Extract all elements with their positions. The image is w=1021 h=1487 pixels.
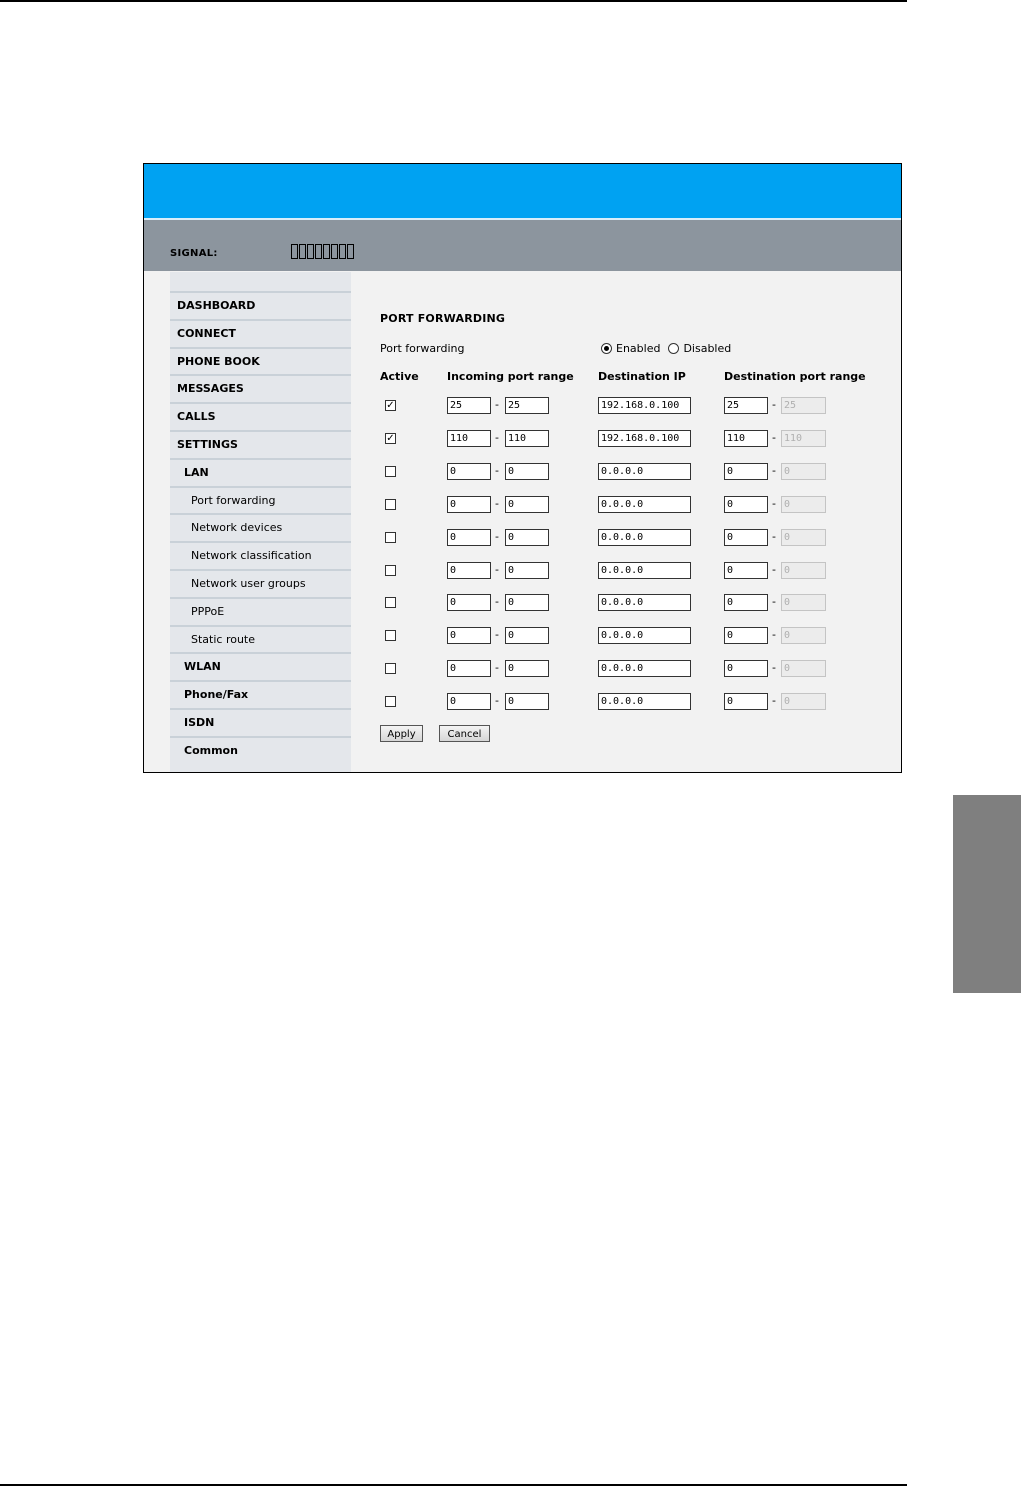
sidebar-item-isdn[interactable]: ISDN [170, 708, 351, 735]
destination-port-from-input[interactable]: 0 [724, 693, 768, 710]
destination-port-to-input: 25 [781, 397, 826, 414]
signal-label: SIGNAL: [170, 248, 218, 259]
active-checkbox[interactable] [385, 696, 396, 707]
range-separator: - [495, 694, 499, 708]
enabled-label: Enabled [616, 342, 661, 355]
active-checkbox[interactable] [385, 597, 396, 608]
signal-bar [323, 244, 330, 259]
range-separator: - [495, 628, 499, 642]
incoming-port-from-input[interactable]: 0 [447, 660, 491, 677]
enabled-radio[interactable] [601, 343, 612, 354]
sidebar-item-wlan[interactable]: WLAN [170, 652, 351, 679]
sidebar-item-settings[interactable]: SETTINGS [170, 430, 351, 457]
apply-button[interactable]: Apply [380, 725, 423, 742]
destination-port-from-input[interactable]: 0 [724, 660, 768, 677]
destination-ip-input[interactable]: 0.0.0.0 [598, 660, 691, 677]
range-separator: - [495, 595, 499, 609]
destination-port-from-input[interactable]: 0 [724, 627, 768, 644]
destination-ip-input[interactable]: 192.168.0.100 [598, 430, 691, 447]
range-separator: - [495, 529, 499, 543]
sidebar-item-common[interactable]: Common [170, 736, 351, 763]
active-checkbox[interactable] [385, 466, 396, 477]
incoming-port-to-input[interactable]: 0 [505, 496, 549, 513]
destination-ip-input[interactable]: 192.168.0.100 [598, 397, 691, 414]
destination-port-from-input[interactable]: 0 [724, 496, 768, 513]
sidebar-item-phone-book[interactable]: PHONE BOOK [170, 347, 351, 374]
signal-bar [307, 244, 314, 259]
destination-port-to-input: 0 [781, 594, 826, 611]
incoming-port-to-input[interactable]: 110 [505, 430, 549, 447]
signal-bar [347, 244, 354, 259]
destination-ip-input[interactable]: 0.0.0.0 [598, 594, 691, 611]
sidebar-nav [170, 272, 351, 772]
signal-bar [299, 244, 306, 259]
incoming-port-from-input[interactable]: 0 [447, 693, 491, 710]
incoming-port-from-input[interactable]: 0 [447, 529, 491, 546]
range-separator: - [772, 430, 776, 444]
range-separator: - [772, 529, 776, 543]
incoming-port-to-input[interactable]: 0 [505, 562, 549, 579]
incoming-port-to-input[interactable]: 0 [505, 627, 549, 644]
range-separator: - [772, 694, 776, 708]
active-checkbox[interactable]: ✓ [386, 400, 395, 411]
web-interface-screenshot [143, 163, 902, 773]
incoming-port-from-input[interactable]: 0 [447, 463, 491, 480]
active-checkbox[interactable] [385, 663, 396, 674]
destination-ip-input[interactable]: 0.0.0.0 [598, 463, 691, 480]
header-banner [144, 164, 901, 218]
range-separator: - [772, 562, 776, 576]
sidebar-item-phone-fax[interactable]: Phone/Fax [170, 680, 351, 707]
header-destination-ip: Destination IP [598, 370, 686, 383]
incoming-port-to-input[interactable]: 0 [505, 660, 549, 677]
signal-strength-meter [291, 244, 354, 259]
destination-port-to-input: 0 [781, 627, 826, 644]
chapter-side-tab [953, 795, 1021, 993]
destination-ip-input[interactable]: 0.0.0.0 [598, 627, 691, 644]
main-content [351, 272, 901, 772]
signal-bar [339, 244, 346, 259]
destination-port-from-input[interactable]: 110 [724, 430, 768, 447]
sidebar-item-connect[interactable]: CONNECT [170, 319, 351, 346]
page-top-rule [0, 0, 907, 2]
incoming-port-to-input[interactable]: 0 [505, 594, 549, 611]
destination-ip-input[interactable]: 0.0.0.0 [598, 693, 691, 710]
range-separator: - [495, 463, 499, 477]
destination-ip-input[interactable]: 0.0.0.0 [598, 496, 691, 513]
sidebar-item-network-user-groups[interactable]: Network user groups [170, 569, 351, 596]
range-separator: - [495, 562, 499, 576]
range-separator: - [772, 628, 776, 642]
header-destination-port-range: Destination port range [724, 370, 866, 383]
sidebar-item-calls[interactable]: CALLS [170, 402, 351, 429]
port-forwarding-toggle [601, 342, 731, 355]
sidebar-item-lan[interactable]: LAN [170, 458, 351, 485]
sidebar-item-network-devices[interactable]: Network devices [170, 513, 351, 540]
range-separator: - [772, 661, 776, 675]
header-active: Active [380, 370, 419, 383]
sidebar-item-port-forwarding[interactable]: Port forwarding [170, 486, 351, 513]
destination-port-to-input: 110 [781, 430, 826, 447]
active-checkbox[interactable] [385, 630, 396, 641]
disabled-radio[interactable] [668, 343, 679, 354]
destination-port-from-input[interactable]: 0 [724, 562, 768, 579]
incoming-port-from-input[interactable]: 110 [447, 430, 491, 447]
range-separator: - [495, 661, 499, 675]
destination-port-from-input[interactable]: 25 [724, 397, 768, 414]
destination-port-to-input: 0 [781, 660, 826, 677]
incoming-port-from-input[interactable]: 0 [447, 496, 491, 513]
sidebar-item-messages[interactable]: MESSAGES [170, 374, 351, 401]
range-separator: - [495, 496, 499, 510]
cancel-button[interactable]: Cancel [439, 725, 490, 742]
page-bottom-rule [0, 1484, 907, 1486]
destination-port-to-input: 0 [781, 463, 826, 480]
destination-ip-input[interactable]: 0.0.0.0 [598, 562, 691, 579]
sidebar-item-pppoe[interactable]: PPPoE [170, 597, 351, 624]
incoming-port-to-input[interactable]: 0 [505, 693, 549, 710]
port-forwarding-toggle-label: Port forwarding [380, 342, 465, 355]
destination-port-from-input[interactable]: 0 [724, 594, 768, 611]
sidebar-item-network-classification[interactable]: Network classification [170, 541, 351, 568]
destination-port-to-input: 0 [781, 562, 826, 579]
signal-bar [291, 244, 298, 259]
incoming-port-from-input[interactable]: 0 [447, 627, 491, 644]
active-checkbox[interactable] [385, 532, 396, 543]
range-separator: - [495, 430, 499, 444]
range-separator: - [772, 595, 776, 609]
destination-port-from-input[interactable]: 0 [724, 463, 768, 480]
signal-bar [315, 244, 322, 259]
destination-ip-input[interactable]: 0.0.0.0 [598, 529, 691, 546]
active-checkbox[interactable]: ✓ [386, 432, 395, 444]
active-checkbox[interactable] [385, 565, 396, 576]
sidebar-item-static-route[interactable]: Static route [170, 625, 351, 652]
range-separator: - [772, 463, 776, 477]
incoming-port-to-input[interactable]: 25 [505, 397, 549, 414]
status-bar [144, 220, 901, 271]
active-checkbox[interactable] [385, 499, 396, 510]
sidebar-item-dashboard[interactable]: DASHBOARD [170, 291, 351, 318]
disabled-label: Disabled [683, 342, 732, 355]
header-incoming-port-range: Incoming port range [447, 370, 574, 383]
destination-port-to-input: 0 [781, 496, 826, 513]
destination-port-to-input: 0 [781, 529, 826, 546]
incoming-port-from-input[interactable]: 0 [447, 562, 491, 579]
range-separator: - [495, 398, 499, 411]
incoming-port-from-input[interactable]: 0 [447, 594, 491, 611]
signal-bar [331, 244, 338, 259]
destination-port-to-input: 0 [781, 693, 826, 710]
incoming-port-from-input[interactable]: 25 [447, 397, 491, 414]
range-separator: - [772, 496, 776, 510]
incoming-port-to-input[interactable]: 0 [505, 463, 549, 480]
destination-port-from-input[interactable]: 0 [724, 529, 768, 546]
incoming-port-to-input[interactable]: 0 [505, 529, 549, 546]
page-title: PORT FORWARDING [380, 312, 506, 325]
range-separator: - [772, 398, 776, 411]
